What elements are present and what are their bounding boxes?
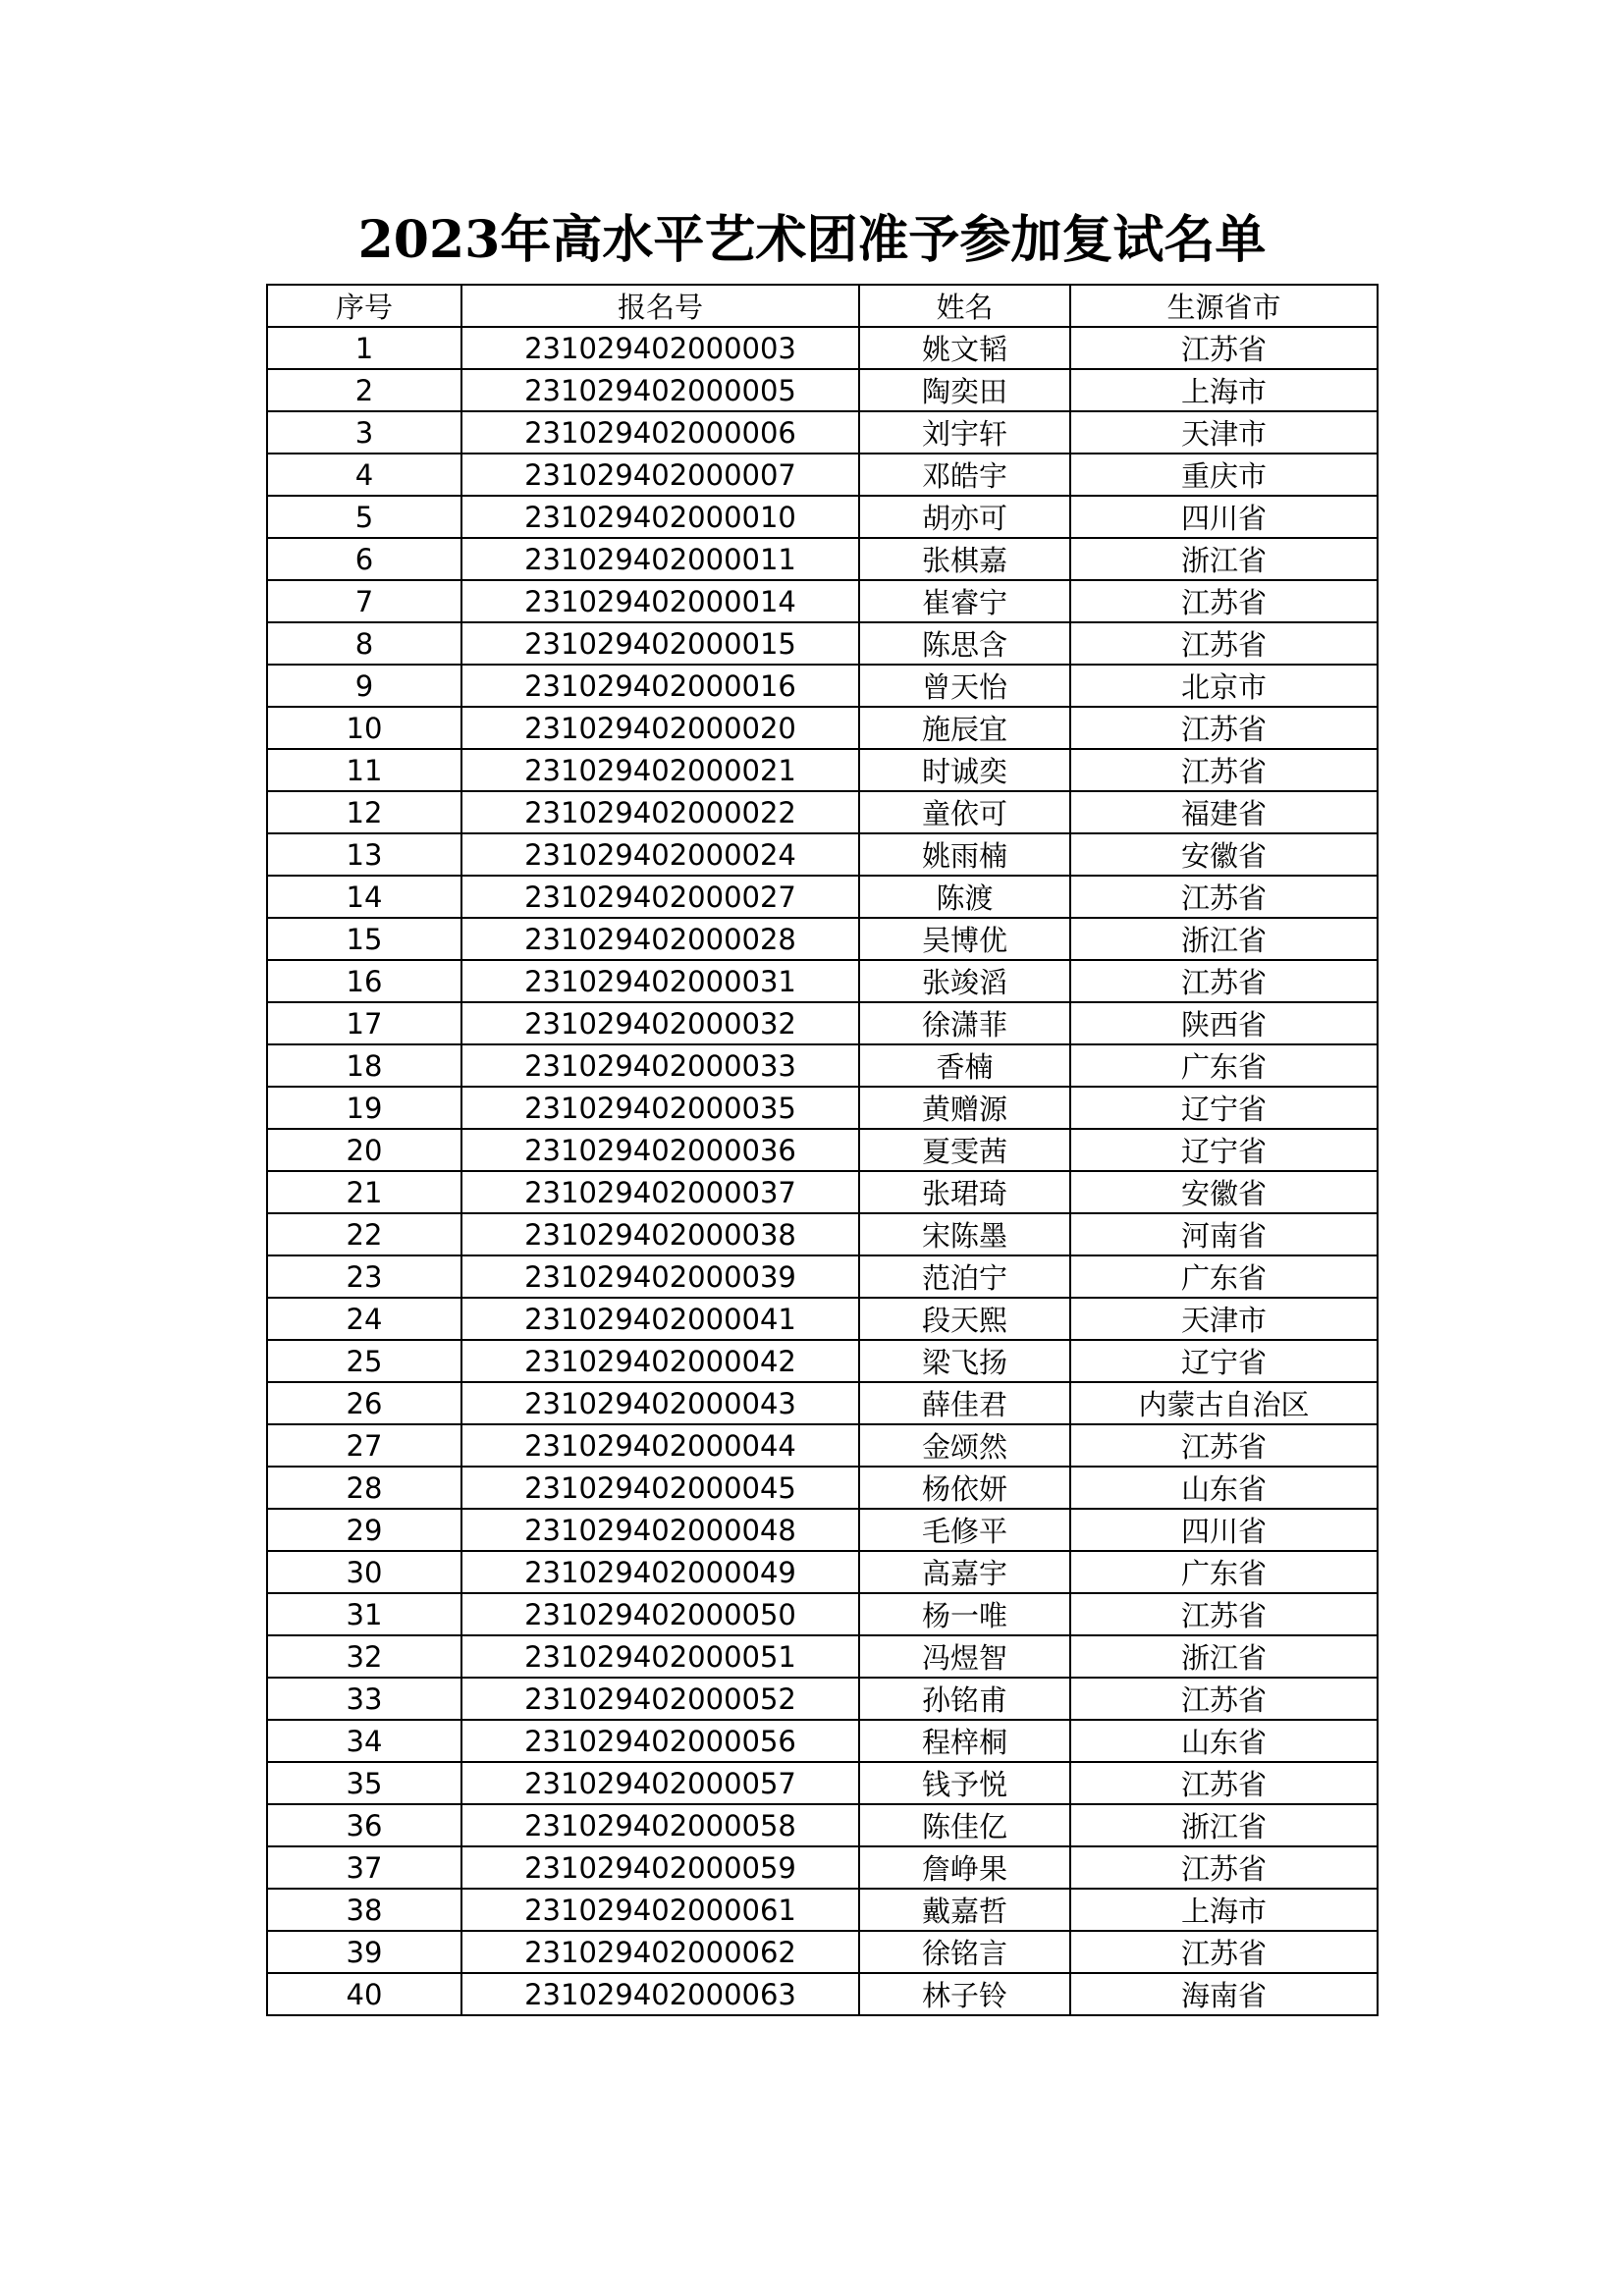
registration-number-cell: 231029402000016	[461, 665, 859, 707]
province-cell: 浙江省	[1070, 1804, 1378, 1846]
province-cell: 江苏省	[1070, 1931, 1378, 1973]
index-cell: 38	[267, 1889, 461, 1931]
province-cell: 山东省	[1070, 1720, 1378, 1762]
registration-number-cell: 231029402000035	[461, 1087, 859, 1129]
name-cell: 胡亦可	[859, 496, 1070, 538]
province-cell: 江苏省	[1070, 622, 1378, 665]
registration-number-cell: 231029402000010	[461, 496, 859, 538]
index-cell: 16	[267, 960, 461, 1002]
table-row	[267, 1762, 1378, 1804]
index-cell: 7	[267, 580, 461, 622]
table-row	[267, 749, 1378, 791]
province-cell: 浙江省	[1070, 1635, 1378, 1678]
table-row	[267, 665, 1378, 707]
name-cell: 杨依妍	[859, 1467, 1070, 1509]
province-cell: 海南省	[1070, 1973, 1378, 2015]
table-row	[267, 327, 1378, 369]
name-cell: 夏雯茜	[859, 1129, 1070, 1171]
registration-number-cell: 231029402000006	[461, 411, 859, 454]
index-cell: 36	[267, 1804, 461, 1846]
province-cell: 山东省	[1070, 1467, 1378, 1509]
registration-number-cell: 231029402000063	[461, 1973, 859, 2015]
index-cell: 18	[267, 1044, 461, 1087]
province-cell: 浙江省	[1070, 538, 1378, 580]
province-cell: 天津市	[1070, 1298, 1378, 1340]
index-cell: 1	[267, 327, 461, 369]
name-cell: 冯煜智	[859, 1635, 1070, 1678]
name-cell: 陈渡	[859, 876, 1070, 918]
index-cell: 30	[267, 1551, 461, 1593]
table-row	[267, 1171, 1378, 1213]
registration-number-cell: 231029402000057	[461, 1762, 859, 1804]
name-cell: 薛佳君	[859, 1382, 1070, 1424]
index-cell: 31	[267, 1593, 461, 1635]
table-row	[267, 369, 1378, 411]
table-row	[267, 1804, 1378, 1846]
index-cell: 21	[267, 1171, 461, 1213]
table-row	[267, 1889, 1378, 1931]
registration-number-cell: 231029402000039	[461, 1255, 859, 1298]
name-cell: 时诚奕	[859, 749, 1070, 791]
name-cell: 段天熙	[859, 1298, 1070, 1340]
province-cell: 江苏省	[1070, 1424, 1378, 1467]
index-cell: 9	[267, 665, 461, 707]
province-cell: 河南省	[1070, 1213, 1378, 1255]
index-cell: 37	[267, 1846, 461, 1889]
index-cell: 22	[267, 1213, 461, 1255]
registration-number-cell: 231029402000033	[461, 1044, 859, 1087]
table-row	[267, 791, 1378, 833]
table-row	[267, 960, 1378, 1002]
column-header-name: 姓名	[859, 285, 1070, 327]
table-row	[267, 1551, 1378, 1593]
registration-number-cell: 231029402000056	[461, 1720, 859, 1762]
province-cell: 安徽省	[1070, 833, 1378, 876]
province-cell: 上海市	[1070, 1889, 1378, 1931]
registration-number-cell: 231029402000061	[461, 1889, 859, 1931]
table-row	[267, 833, 1378, 876]
index-cell: 28	[267, 1467, 461, 1509]
table-row	[267, 1213, 1378, 1255]
table-row	[267, 580, 1378, 622]
index-cell: 29	[267, 1509, 461, 1551]
province-cell: 内蒙古自治区	[1070, 1382, 1378, 1424]
header-row	[267, 285, 1378, 327]
registration-number-cell: 231029402000020	[461, 707, 859, 749]
name-cell: 林子铃	[859, 1973, 1070, 2015]
index-cell: 20	[267, 1129, 461, 1171]
registration-number-cell: 231029402000041	[461, 1298, 859, 1340]
table-row	[267, 538, 1378, 580]
index-cell: 13	[267, 833, 461, 876]
index-cell: 12	[267, 791, 461, 833]
table-row	[267, 1044, 1378, 1087]
registration-number-cell: 231029402000050	[461, 1593, 859, 1635]
province-cell: 江苏省	[1070, 707, 1378, 749]
name-cell: 邓皓宇	[859, 454, 1070, 496]
province-cell: 天津市	[1070, 411, 1378, 454]
registration-number-cell: 231029402000051	[461, 1635, 859, 1678]
registration-number-cell: 231029402000043	[461, 1382, 859, 1424]
name-cell: 曾天怡	[859, 665, 1070, 707]
province-cell: 上海市	[1070, 369, 1378, 411]
index-cell: 11	[267, 749, 461, 791]
name-cell: 崔睿宁	[859, 580, 1070, 622]
table-row	[267, 1382, 1378, 1424]
province-cell: 辽宁省	[1070, 1087, 1378, 1129]
name-cell: 范泊宁	[859, 1255, 1070, 1298]
table-row	[267, 1087, 1378, 1129]
registration-number-cell: 231029402000005	[461, 369, 859, 411]
name-cell: 姚文韬	[859, 327, 1070, 369]
name-cell: 徐铭言	[859, 1931, 1070, 1973]
index-cell: 2	[267, 369, 461, 411]
table-row	[267, 1298, 1378, 1340]
table-row	[267, 1509, 1378, 1551]
name-cell: 高嘉宇	[859, 1551, 1070, 1593]
province-cell: 江苏省	[1070, 1593, 1378, 1635]
index-cell: 40	[267, 1973, 461, 2015]
registration-number-cell: 231029402000042	[461, 1340, 859, 1382]
name-cell: 童依可	[859, 791, 1070, 833]
index-cell: 8	[267, 622, 461, 665]
name-cell: 徐潇菲	[859, 1002, 1070, 1044]
province-cell: 广东省	[1070, 1255, 1378, 1298]
name-cell: 香楠	[859, 1044, 1070, 1087]
province-cell: 江苏省	[1070, 1846, 1378, 1889]
index-cell: 26	[267, 1382, 461, 1424]
registration-number-cell: 231029402000037	[461, 1171, 859, 1213]
province-cell: 江苏省	[1070, 580, 1378, 622]
registration-number-cell: 231029402000031	[461, 960, 859, 1002]
table-row	[267, 1255, 1378, 1298]
name-cell: 黄赠源	[859, 1087, 1070, 1129]
table-row	[267, 1931, 1378, 1973]
table-row	[267, 1678, 1378, 1720]
registration-number-cell: 231029402000049	[461, 1551, 859, 1593]
province-cell: 江苏省	[1070, 960, 1378, 1002]
registration-number-cell: 231029402000027	[461, 876, 859, 918]
column-header-index: 序号	[267, 285, 461, 327]
table-row	[267, 1129, 1378, 1171]
name-cell: 刘宇轩	[859, 411, 1070, 454]
index-cell: 6	[267, 538, 461, 580]
table-row	[267, 1340, 1378, 1382]
name-cell: 程梓桐	[859, 1720, 1070, 1762]
table-row	[267, 411, 1378, 454]
roster-body	[267, 327, 1378, 2015]
province-cell: 广东省	[1070, 1551, 1378, 1593]
table-row	[267, 1846, 1378, 1889]
name-cell: 施辰宜	[859, 707, 1070, 749]
registration-number-cell: 231029402000059	[461, 1846, 859, 1889]
name-cell: 张竣滔	[859, 960, 1070, 1002]
province-cell: 辽宁省	[1070, 1340, 1378, 1382]
province-cell: 福建省	[1070, 791, 1378, 833]
province-cell: 江苏省	[1070, 1678, 1378, 1720]
registration-number-cell: 231029402000014	[461, 580, 859, 622]
registration-number-cell: 231029402000045	[461, 1467, 859, 1509]
province-cell: 浙江省	[1070, 918, 1378, 960]
name-cell: 张棋嘉	[859, 538, 1070, 580]
name-cell: 陶奕田	[859, 369, 1070, 411]
province-cell: 安徽省	[1070, 1171, 1378, 1213]
name-cell: 宋陈墨	[859, 1213, 1070, 1255]
province-cell: 广东省	[1070, 1044, 1378, 1087]
name-cell: 姚雨楠	[859, 833, 1070, 876]
registration-number-cell: 231029402000052	[461, 1678, 859, 1720]
registration-number-cell: 231029402000021	[461, 749, 859, 791]
index-cell: 23	[267, 1255, 461, 1298]
province-cell: 江苏省	[1070, 1762, 1378, 1804]
province-cell: 重庆市	[1070, 454, 1378, 496]
table-row	[267, 876, 1378, 918]
table-row	[267, 1424, 1378, 1467]
registration-number-cell: 231029402000038	[461, 1213, 859, 1255]
registration-number-cell: 231029402000003	[461, 327, 859, 369]
index-cell: 34	[267, 1720, 461, 1762]
table-row	[267, 1720, 1378, 1762]
name-cell: 毛修平	[859, 1509, 1070, 1551]
index-cell: 10	[267, 707, 461, 749]
column-header-province: 生源省市	[1070, 285, 1378, 327]
registration-number-cell: 231029402000032	[461, 1002, 859, 1044]
index-cell: 19	[267, 1087, 461, 1129]
name-cell: 钱予悦	[859, 1762, 1070, 1804]
table-row	[267, 454, 1378, 496]
table-row	[267, 622, 1378, 665]
table-row	[267, 918, 1378, 960]
name-cell: 杨一唯	[859, 1593, 1070, 1635]
table-row	[267, 1593, 1378, 1635]
registration-number-cell: 231029402000022	[461, 791, 859, 833]
province-cell: 江苏省	[1070, 749, 1378, 791]
index-cell: 3	[267, 411, 461, 454]
registration-number-cell: 231029402000024	[461, 833, 859, 876]
name-cell: 梁飞扬	[859, 1340, 1070, 1382]
index-cell: 33	[267, 1678, 461, 1720]
index-cell: 35	[267, 1762, 461, 1804]
name-cell: 金颂然	[859, 1424, 1070, 1467]
province-cell: 四川省	[1070, 496, 1378, 538]
registration-number-cell: 231029402000044	[461, 1424, 859, 1467]
page-title: 2023年高水平艺术团准予参加复试名单	[357, 210, 1267, 270]
registration-number-cell: 231029402000007	[461, 454, 859, 496]
index-cell: 32	[267, 1635, 461, 1678]
index-cell: 39	[267, 1931, 461, 1973]
name-cell: 戴嘉哲	[859, 1889, 1070, 1931]
province-cell: 四川省	[1070, 1509, 1378, 1551]
index-cell: 17	[267, 1002, 461, 1044]
province-cell: 江苏省	[1070, 876, 1378, 918]
registration-number-cell: 231029402000028	[461, 918, 859, 960]
table-row	[267, 1973, 1378, 2015]
index-cell: 24	[267, 1298, 461, 1340]
roster-table	[266, 284, 1379, 2016]
province-cell: 北京市	[1070, 665, 1378, 707]
index-cell: 25	[267, 1340, 461, 1382]
table-row	[267, 707, 1378, 749]
name-cell: 孙铭甫	[859, 1678, 1070, 1720]
name-cell: 张珺琦	[859, 1171, 1070, 1213]
province-cell: 江苏省	[1070, 327, 1378, 369]
table-row	[267, 1635, 1378, 1678]
registration-number-cell: 231029402000036	[461, 1129, 859, 1171]
registration-number-cell: 231029402000015	[461, 622, 859, 665]
name-cell: 陈思含	[859, 622, 1070, 665]
table-row	[267, 496, 1378, 538]
province-cell: 辽宁省	[1070, 1129, 1378, 1171]
index-cell: 4	[267, 454, 461, 496]
registration-number-cell: 231029402000011	[461, 538, 859, 580]
index-cell: 15	[267, 918, 461, 960]
name-cell: 陈佳亿	[859, 1804, 1070, 1846]
index-cell: 14	[267, 876, 461, 918]
name-cell: 詹峥果	[859, 1846, 1070, 1889]
column-header-registration-number: 报名号	[461, 285, 859, 327]
index-cell: 5	[267, 496, 461, 538]
province-cell: 陕西省	[1070, 1002, 1378, 1044]
registration-number-cell: 231029402000048	[461, 1509, 859, 1551]
table-row	[267, 1002, 1378, 1044]
index-cell: 27	[267, 1424, 461, 1467]
registration-number-cell: 231029402000062	[461, 1931, 859, 1973]
table-row	[267, 1467, 1378, 1509]
name-cell: 吴博优	[859, 918, 1070, 960]
registration-number-cell: 231029402000058	[461, 1804, 859, 1846]
